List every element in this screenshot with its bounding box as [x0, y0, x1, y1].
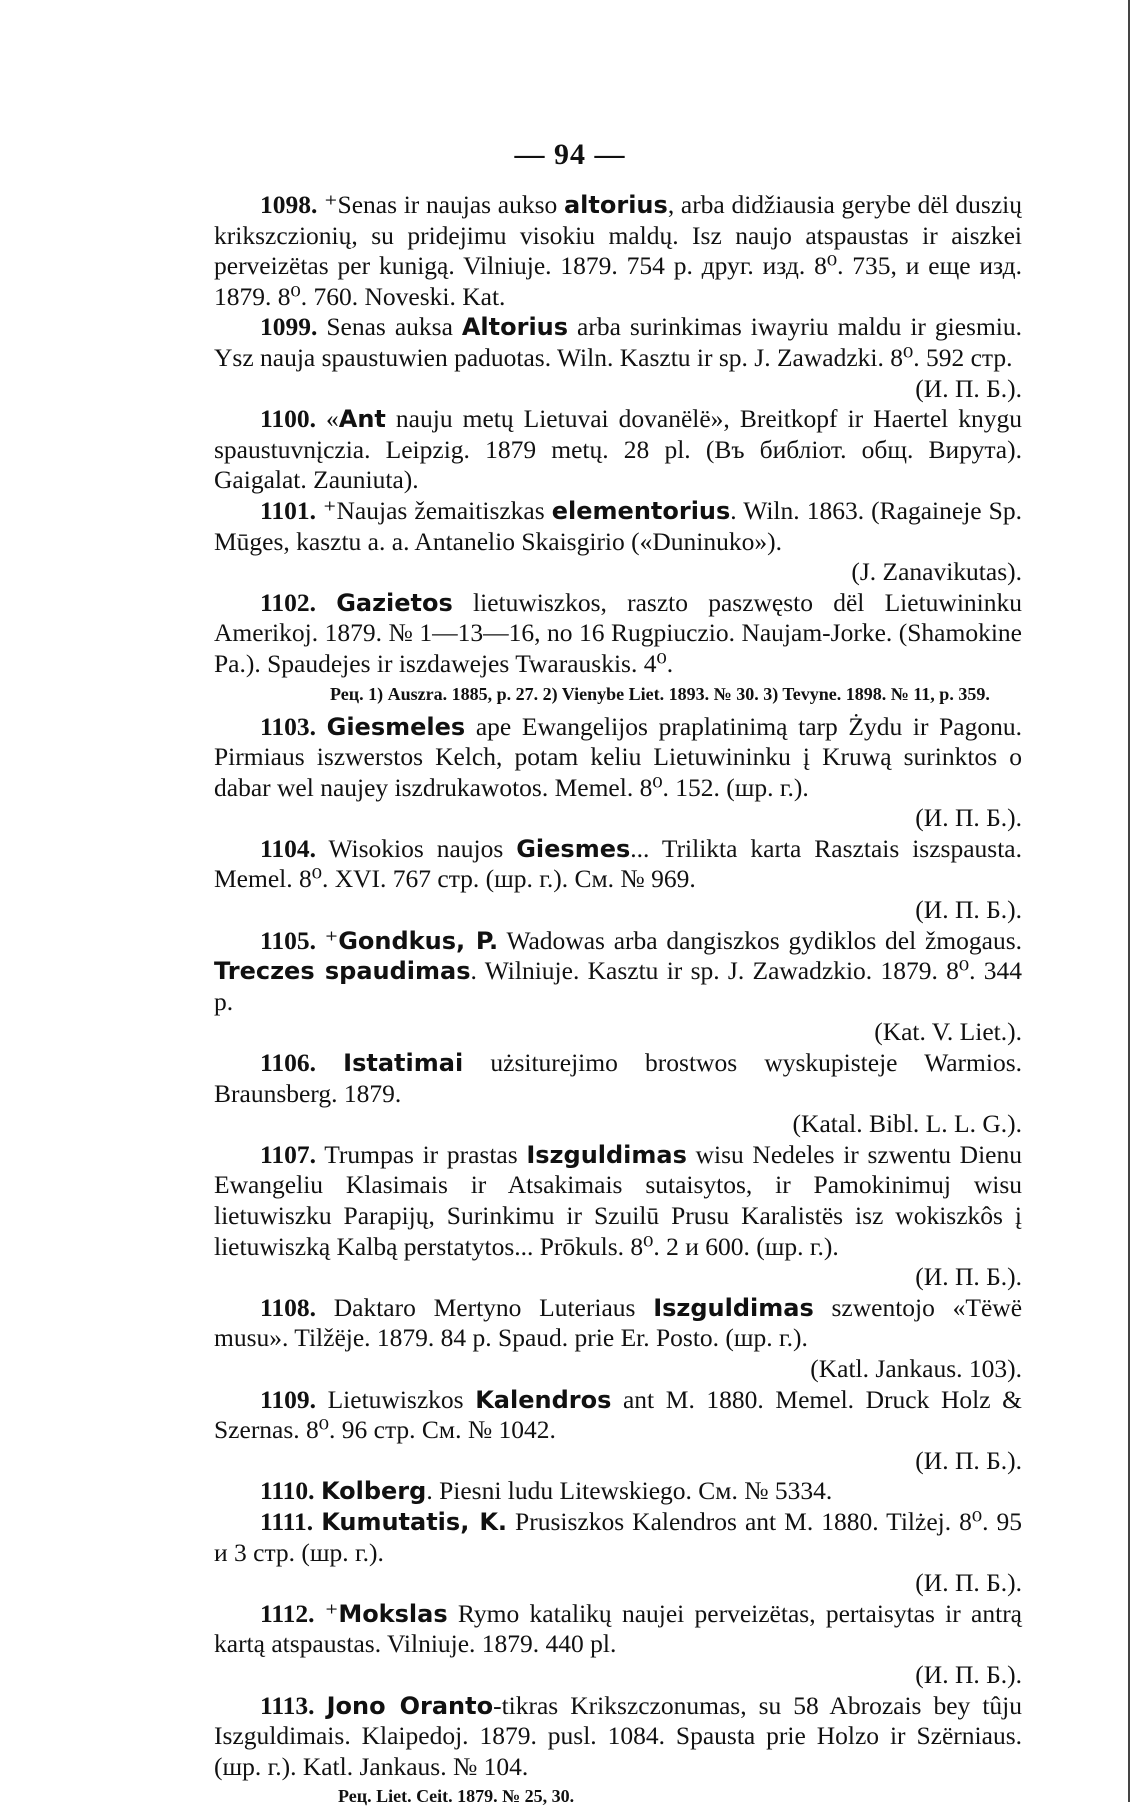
entry-1112: 1112. ⁺Mokslas Rymo katalikų naujei perveizëtas, pertaisytas ir antrą kartą atspaustas. Vilniuje. 1879. 440 pl. (И. П. Б.).	[214, 1598, 1023, 1689]
entry-1109: 1109. Lietuwiszkos Kalendros ant M. 1880. Memel. Druck Holz & Szernas. 8⁰. 96 стр. См. № 1042. (И. П. Б.).	[214, 1384, 1023, 1475]
entry-1105: 1105. ⁺Gondkus, P. Wadowas arba dangiszkos gydiklos del žmogaus. Treczes spaudimas. Wilniuje. Kasztu ir sp. J. Zawadzkio. 1879. 8⁰. 344 p. (Kat. V. Liet.).	[214, 925, 1023, 1047]
entry-1103: 1103. Giesmeles ape Ewangelijos praplatinimą tarp Żydu ir Pagonu. Pirmiaus iszwerstos Kelch, potam keliu Lietuwininku į Kruwą surinktos o dabar wel naujey iszdrukawotos. Memel. 8⁰. 152. (шр. г.). (И. П. Б.).	[214, 711, 1023, 833]
entry-1107: 1107. Trumpas ir prastas Iszguldimas wisu Nedeles ir szwentu Dienu Ewangeliu Klasimais ir Atsakimais sutaisytos, ir Pamokinimuj wisu lietuwiszku Parapijų, Surinkimu ir Szuilū Prusu Karalistës isz wokiszkôs į lietuwiszką Kalbą perstatytos... Prōkuls. 8⁰. 2 и 600. (шр. г.). (И. П. Б.).	[214, 1139, 1022, 1292]
entry-1110: 1110. Kolberg. Piesni ludu Litewskiego. См. № 5334.	[260, 1476, 833, 1506]
page-number: — 94 —	[514, 138, 626, 171]
entry-1102: 1102. Gazietos lietuwiszkos, raszto paszwęsto dël Lietuwininku Amerikoj. 1879. № 1—13—16, no 16 Rugpiuczio. Naujam-Jorke. (Shamokine Pa.). Spaudejes ir iszdawejes Twarauskis. 4⁰.	[214, 587, 1022, 678]
entry-1100: 1100. «Ant nauju metų Lietuvai dovanëlë», Breitkopf ir Haertel knygu spaustuvnįczia. Leipzig. 1879 metų. 28 pl. (Въ библiот. общ. Вирута). Gaigalat. Zauniuta).	[214, 404, 1022, 495]
entry-1099: 1099. Senas auksa Altorius arba surinkimas iwayriu maldu ir giesmiu. Ysz nauja spaustuwien paduotas. Wiln. Kasztu ir sp. J. Zawadzki. 8⁰. 592 стр. (И. П. Б.).	[214, 312, 1023, 403]
entry-1101: 1101. ⁺Naujas žemaitiszkas elementorius. Wiln. 1863. (Ragaineje Sp. Mūges, kasztu a. a. Antanelio Skaisgirio («Duninuko»). (J. Zanavikutas).	[214, 495, 1022, 587]
review-note-1102: Рец. 1) Auszra. 1885, p. 27. 2) Vienybe Liet. 1893. № 30. 3) Tevyne. 1898. № 11, p. 359.	[330, 683, 990, 704]
entry-1104: 1104. Wisokios naujos Giesmes... Trilikta karta Rasztais iszspausta. Memel. 8⁰. XVI. 767 стр. (шр. г.). См. № 969. (И. П. Б.).	[214, 833, 1022, 925]
entry-1111: 1111. Kumutatis, K. Prusiszkos Kalendros ant M. 1880. Tilżej. 8⁰. 95 и 3 стр. (шр. г.). (И. П. Б.).	[214, 1506, 1023, 1598]
entry-1113: 1113. Jono Oranto-tikras Krikszczonumas, su 58 Abrozais bey tûju Iszguldimais. Klaipedoj. 1879. pusl. 1084. Spausta prie Holzo ir Szërniaus. (шр. г.). Katl. Jankaus. № 104.	[214, 1690, 1023, 1781]
page-edge-line	[1128, 0, 1130, 1802]
entry-1098: 1098. ⁺Senas ir naujas aukso altorius, arba didžiausia gerybe dël duszių krikszczionių, su pridejimu visokiu maldų. Isz naujo atspaustas ir aiszkei perveizëtas per kunigą. Vilniuje. 1879. 754 p. друг. изд. 8⁰. 735, и еще изд. 1879. 8⁰. 760. Noveski. Kat.	[214, 190, 1022, 311]
bibliography-entries	[214, 190, 1022, 1814]
entry-1108: 1108. Daktaro Mertyno Luteriaus Iszguldimas szwentojo «Tëwë musu». Tilžëje. 1879. 84 p. Spaud. prie Er. Posto. (шр. г.). (Katl. Jankaus. 103).	[214, 1292, 1023, 1383]
entry-1106: 1106. Istatimai użsiturejimo brostwos wyskupisteje Warmios. Braunsberg. 1879. (Katal. Bibl. L. L. G.).	[214, 1048, 1023, 1139]
review-note-1113: Рец. Liet. Ceit. 1879. № 25, 30.	[338, 1786, 575, 1807]
